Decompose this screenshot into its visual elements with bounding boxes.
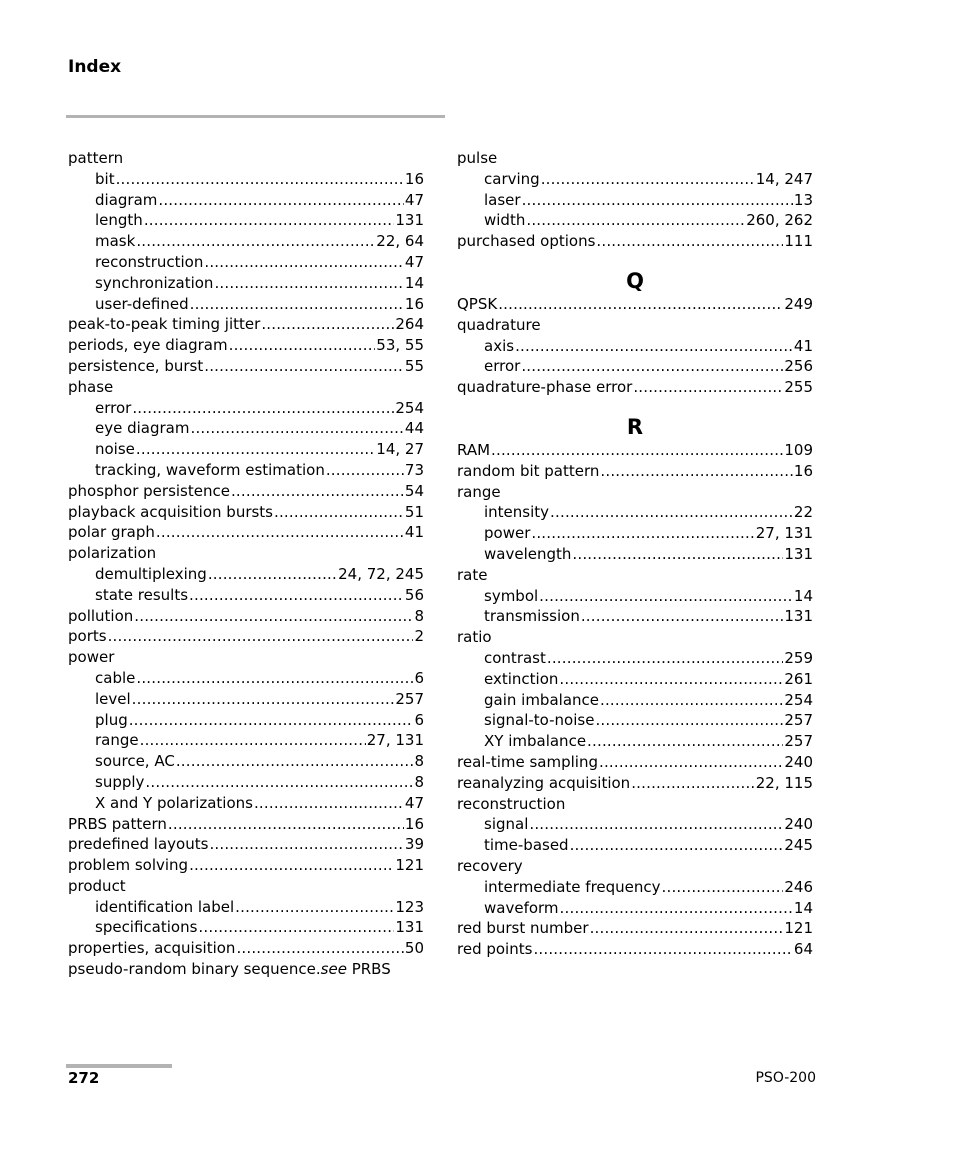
index-term: identification label (95, 897, 235, 916)
index-letter-heading: R (626, 414, 644, 439)
index-page-numbers: 14, 27 (376, 440, 424, 459)
dot-leader (547, 648, 783, 669)
dot-leader (521, 356, 783, 377)
index-term: random bit pattern (457, 461, 600, 480)
index-entry (457, 315, 813, 336)
index-subentry (68, 294, 424, 315)
dot-leader (581, 606, 784, 627)
dot-leader (136, 668, 413, 689)
index-entry (457, 294, 813, 315)
document-name: PSO-200 (755, 1070, 816, 1086)
index-term: cable (95, 668, 136, 687)
index-page-numbers: 44 (404, 419, 424, 438)
index-term: transmission (484, 607, 580, 626)
index-subentry (457, 523, 813, 544)
dot-leader (190, 294, 404, 315)
index-term: reconstruction (95, 252, 204, 271)
index-term: polarization (68, 544, 157, 563)
index-page-numbers: 16 (404, 169, 424, 188)
index-page-numbers: 264 (395, 315, 424, 334)
index-page-numbers: 16 (404, 294, 424, 313)
index-entry (68, 938, 424, 959)
index-page-numbers: 73 (404, 460, 424, 479)
index-term: signal (484, 815, 529, 834)
dot-leader (539, 586, 793, 607)
dot-leader (145, 772, 413, 793)
index-term: pollution (68, 606, 134, 625)
dot-leader (633, 377, 783, 398)
dot-leader (176, 751, 414, 772)
index-page-numbers: 27, 131 (366, 731, 424, 750)
dot-leader (116, 169, 404, 190)
index-entry (457, 627, 813, 648)
dot-leader (600, 690, 783, 711)
index-subentry (68, 273, 424, 294)
dot-leader (491, 440, 783, 461)
index-subentry (457, 669, 813, 690)
index-page-numbers: 16 (793, 461, 813, 480)
dot-leader (533, 939, 792, 960)
index-page-numbers: 14 (793, 898, 813, 917)
index-entry (457, 856, 813, 877)
dot-leader (158, 190, 404, 211)
index-subentry (457, 169, 813, 190)
index-entry (68, 647, 424, 668)
index-subentry (68, 710, 424, 731)
index-term: power (484, 524, 531, 543)
index-term: plug (95, 710, 128, 729)
index-term: source, AC (95, 752, 175, 771)
index-term: error (95, 398, 132, 417)
index-term: diagram (95, 190, 158, 209)
index-subentry (68, 252, 424, 273)
index-subentry (68, 689, 424, 710)
index-page-numbers: 41 (793, 336, 813, 355)
dot-leader (274, 502, 404, 523)
index-term: intensity (484, 503, 550, 522)
index-entry (68, 377, 424, 398)
index-page-numbers: 131 (784, 607, 813, 626)
index-subentry (457, 606, 813, 627)
index-page-numbers: 22, 115 (755, 773, 813, 792)
index-entry (68, 959, 424, 980)
index-term: time-based (484, 836, 569, 855)
index-page-numbers: 254 (395, 398, 424, 417)
index-subentry (68, 564, 424, 585)
index-term: contrast (484, 648, 546, 667)
index-term: pulse (457, 149, 498, 167)
index-page-numbers: 14 (404, 273, 424, 292)
dot-leader (209, 834, 403, 855)
index-page-numbers: 240 (784, 752, 813, 771)
dot-leader (144, 210, 395, 231)
index-page-numbers: 47 (404, 190, 424, 209)
index-page-numbers: 41 (404, 523, 424, 542)
index-term: persistence, burst (68, 356, 204, 375)
dot-leader (599, 752, 783, 773)
index-term: pseudo-random binary sequence. (68, 960, 321, 979)
index-term: PRBS pattern (68, 814, 167, 833)
index-subentry (68, 585, 424, 606)
index-entry (68, 814, 424, 835)
index-term: laser (484, 190, 521, 209)
index-subentry (457, 710, 813, 731)
index-page-numbers: 121 (395, 856, 424, 875)
index-entry (457, 440, 813, 461)
index-term: quadrature-phase error (457, 378, 633, 397)
index-entry (68, 834, 424, 855)
index-term: peak-to-peak timing jitter (68, 315, 261, 334)
dot-leader (231, 481, 404, 502)
index-term: extinction (484, 669, 559, 688)
page-header-title: Index (68, 57, 122, 77)
index-term: RAM (457, 440, 491, 459)
dot-leader (550, 502, 793, 523)
index-entry (457, 377, 813, 398)
index-page-numbers: 55 (404, 356, 424, 375)
index-term: intermediate frequency (484, 877, 661, 896)
index-subentry (68, 793, 424, 814)
index-page-numbers: 27, 131 (755, 524, 813, 543)
index-term: range (457, 482, 501, 501)
index-term: level (95, 689, 131, 708)
dot-leader (229, 335, 376, 356)
index-page-numbers: 8 (414, 752, 424, 771)
dot-leader (662, 877, 784, 898)
index-subentry (68, 730, 424, 751)
index-page-numbers: 8 (414, 772, 424, 791)
index-subentry (68, 897, 424, 918)
index-entry (68, 502, 424, 523)
index-term: power (68, 648, 115, 667)
dot-leader (189, 585, 404, 606)
index-page-numbers: 8 (414, 606, 424, 625)
index-page-numbers: 260, 262 (746, 211, 813, 230)
index-term: supply (95, 772, 145, 791)
index-term: quadrature (457, 315, 541, 334)
index-term: eye diagram (95, 419, 190, 438)
index-entry (68, 855, 424, 876)
dot-leader (140, 730, 366, 751)
dot-leader (572, 544, 783, 565)
index-term: error (484, 357, 521, 376)
index-entry (457, 565, 813, 586)
index-term: noise (95, 440, 135, 459)
index-subentry (457, 356, 813, 377)
index-page-numbers: 131 (784, 544, 813, 563)
dot-leader (631, 773, 755, 794)
index-subentry (68, 751, 424, 772)
index-page-numbers: 249 (784, 294, 813, 313)
index-term: synchronization (95, 273, 214, 292)
index-term: carving (484, 169, 540, 188)
index-page-numbers: 39 (404, 835, 424, 854)
index-term: user-defined (95, 294, 189, 313)
index-term: recovery (457, 856, 523, 875)
index-page-numbers: 109 (784, 440, 813, 459)
index-subentry (68, 231, 424, 252)
index-subentry (457, 835, 813, 856)
dot-leader (559, 669, 783, 690)
index-term: QPSK (457, 294, 498, 313)
dot-leader (522, 190, 793, 211)
index-term: phase (68, 377, 114, 396)
index-entry (68, 356, 424, 377)
index-subentry (68, 439, 424, 460)
dot-leader (526, 210, 745, 231)
index-page-numbers: 54 (404, 481, 424, 500)
index-term: ports (68, 627, 107, 646)
dot-leader (498, 294, 783, 315)
index-page-numbers: 121 (784, 919, 813, 938)
index-term: rate (457, 565, 488, 584)
index-term: predefined layouts (68, 835, 209, 854)
index-term: X and Y polarizations (95, 793, 253, 812)
index-entry (68, 626, 424, 647)
index-entry (68, 481, 424, 502)
index-term: range (95, 731, 139, 750)
index-page-numbers: 13 (793, 190, 813, 209)
index-entry (68, 314, 424, 335)
dot-leader (198, 917, 394, 938)
index-page-numbers: 50 (404, 939, 424, 958)
index-page-numbers: 51 (404, 502, 424, 521)
dot-leader (136, 231, 375, 252)
index-entry (68, 606, 424, 627)
dot-leader (190, 418, 403, 439)
index-subentry (68, 169, 424, 190)
dot-leader (541, 169, 755, 190)
index-entry (68, 543, 424, 564)
index-page-numbers: 14 (793, 586, 813, 605)
index-entry (457, 231, 813, 252)
header-rule (66, 115, 445, 118)
index-subentry (457, 210, 813, 231)
index-subentry (457, 336, 813, 357)
dot-leader (208, 564, 337, 585)
dot-leader (254, 793, 404, 814)
index-entry (457, 482, 813, 503)
dot-leader (168, 814, 404, 835)
index-subentry (457, 648, 813, 669)
index-term: phosphor persistence (68, 481, 230, 500)
index-page-numbers: 259 (784, 648, 813, 667)
index-term: length (95, 211, 143, 230)
dot-leader (595, 710, 783, 731)
index-entry (457, 752, 813, 773)
dot-leader (129, 710, 414, 731)
index-entry (457, 918, 813, 939)
index-page-numbers: 261 (784, 669, 813, 688)
index-page-numbers: 64 (793, 940, 813, 959)
index-entry (68, 335, 424, 356)
index-letter-heading: Q (626, 268, 644, 293)
index-subentry (68, 190, 424, 211)
index-term: red burst number (457, 919, 589, 938)
index-term: polar graph (68, 523, 155, 542)
index-entry (457, 148, 813, 169)
see-reference-word: see (320, 960, 347, 979)
index-subentry (457, 544, 813, 565)
index-term: red points (457, 940, 533, 959)
index-term: width (484, 211, 526, 230)
index-entry (457, 461, 813, 482)
index-page-numbers: 24, 72, 245 (338, 564, 424, 583)
index-page-numbers: 47 (404, 252, 424, 271)
index-subentry (457, 877, 813, 898)
dot-leader (560, 898, 793, 919)
index-page-numbers: 257 (784, 732, 813, 751)
index-term: periods, eye diagram (68, 336, 228, 355)
index-column-left (68, 148, 424, 980)
index-entry (457, 773, 813, 794)
index-subentry (457, 731, 813, 752)
dot-leader (590, 918, 784, 939)
index-page-numbers: 255 (784, 378, 813, 397)
index-term: bit (95, 169, 115, 188)
dot-leader (136, 439, 375, 460)
index-term: pattern (68, 149, 124, 167)
dot-leader (261, 314, 394, 335)
dot-leader (134, 606, 413, 627)
index-page-numbers: 16 (404, 814, 424, 833)
dot-leader (214, 273, 403, 294)
index-subentry (68, 668, 424, 689)
index-term: properties, acquisition (68, 939, 236, 958)
index-subentry (457, 690, 813, 711)
index-term: specifications (95, 918, 198, 937)
index-page-numbers: 6 (414, 710, 424, 729)
index-page-numbers: 254 (784, 690, 813, 709)
index-term: wavelength (484, 544, 572, 563)
index-term: ratio (457, 628, 492, 647)
index-page-numbers: 240 (784, 815, 813, 834)
dot-leader (204, 356, 404, 377)
index-term: problem solving (68, 856, 189, 875)
index-term: real-time sampling (457, 752, 598, 771)
index-entry (457, 794, 813, 815)
index-term: gain imbalance (484, 690, 599, 709)
index-entry (68, 876, 424, 897)
dot-leader (235, 897, 394, 918)
index-page-numbers: 6 (414, 668, 424, 687)
index-subentry (68, 917, 424, 938)
dot-leader (236, 938, 403, 959)
index-term: signal-to-noise (484, 711, 595, 730)
index-page-numbers: 14, 247 (755, 169, 813, 188)
index-page-numbers: 257 (395, 689, 424, 708)
index-term: waveform (484, 898, 559, 917)
index-subentry (68, 460, 424, 481)
index-term: symbol (484, 586, 539, 605)
index-page-numbers: 2 (414, 627, 424, 646)
index-page-numbers: 111 (784, 232, 813, 251)
dot-leader (108, 626, 414, 647)
index-page-numbers: 47 (404, 793, 424, 812)
dot-leader (596, 231, 783, 252)
dot-leader (515, 336, 793, 357)
index-term: demultiplexing (95, 564, 207, 583)
dot-leader (132, 689, 395, 710)
index-page-numbers: 257 (784, 711, 813, 730)
index-page-numbers: 123 (395, 897, 424, 916)
dot-leader (529, 814, 783, 835)
index-entry (68, 522, 424, 543)
dot-leader (204, 252, 404, 273)
dot-leader (587, 731, 783, 752)
index-entry (457, 939, 813, 960)
index-term: mask (95, 232, 136, 251)
index-term: tracking, waveform estimation (95, 460, 325, 479)
dot-leader (570, 835, 784, 856)
index-subentry (457, 586, 813, 607)
index-subentry (457, 502, 813, 523)
dot-leader (189, 855, 394, 876)
index-term: purchased options (457, 232, 596, 251)
page-number: 272 (68, 1069, 100, 1087)
index-term: playback acquisition bursts (68, 502, 273, 521)
index-term: axis (484, 336, 515, 355)
index-term: reconstruction (457, 794, 566, 813)
dot-leader (326, 460, 404, 481)
index-subentry (68, 398, 424, 419)
index-term: product (68, 876, 126, 895)
index-page-numbers: 22, 64 (376, 232, 424, 251)
index-page-numbers: 131 (395, 918, 424, 937)
index-subentry (68, 418, 424, 439)
index-page-numbers: 22 (793, 503, 813, 522)
index-subentry (457, 898, 813, 919)
index-term: state results (95, 585, 189, 604)
index-page-numbers: 256 (784, 357, 813, 376)
footer-rule (66, 1064, 172, 1068)
dot-leader (531, 523, 754, 544)
dot-leader (156, 522, 404, 543)
index-page-numbers: 53, 55 (376, 336, 424, 355)
dot-leader (132, 398, 394, 419)
dot-leader (600, 461, 793, 482)
index-term: XY imbalance (484, 732, 587, 751)
index-term: reanalyzing acquisition (457, 773, 631, 792)
index-page-numbers: 56 (404, 585, 424, 604)
index-subentry (457, 190, 813, 211)
see-reference-target: PRBS (351, 960, 391, 979)
index-entry (68, 148, 424, 169)
index-subentry (457, 814, 813, 835)
index-subentry (68, 772, 424, 793)
index-page-numbers: 245 (784, 836, 813, 855)
index-subentry (68, 210, 424, 231)
index-column-right (457, 148, 813, 960)
index-page-numbers: 131 (395, 211, 424, 230)
index-page-numbers: 246 (784, 877, 813, 896)
